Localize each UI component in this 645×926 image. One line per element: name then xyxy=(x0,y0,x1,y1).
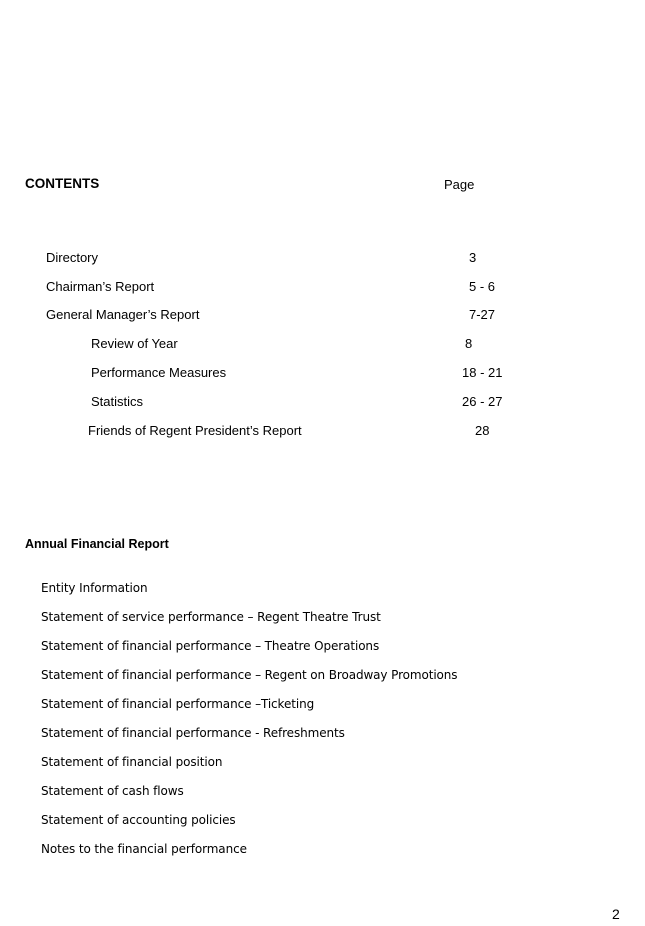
toc-item-title: Friends of Regent President’s Report xyxy=(88,423,302,438)
financial-report-item: Statement of financial performance – Theatre Operations xyxy=(41,639,380,653)
toc-item-page: 26 - 27 xyxy=(462,394,503,409)
toc-item-title: General Manager’s Report xyxy=(46,307,200,322)
page-column-header: Page xyxy=(444,177,475,192)
financial-report-item: Statement of accounting policies xyxy=(41,813,236,827)
financial-report-item: Entity Information xyxy=(41,581,148,595)
toc-subitem-title: Review of Year xyxy=(91,336,178,351)
toc-item-page: 3 xyxy=(469,250,477,265)
toc-subitem-title: Performance Measures xyxy=(91,365,227,380)
financial-report-item: Statement of cash flows xyxy=(41,784,184,798)
financial-report-heading: Annual Financial Report xyxy=(25,537,169,551)
page-number: 2 xyxy=(612,906,620,922)
toc-item-title: Directory xyxy=(46,250,99,265)
contents-heading: CONTENTS xyxy=(25,176,100,191)
financial-report-item: Statement of financial performance – Regent on Broadway Promotions xyxy=(41,668,458,682)
toc-item-page: 7-27 xyxy=(469,307,496,322)
financial-report-item: Statement of financial performance - Refreshments xyxy=(41,726,345,740)
toc-item-page: 8 xyxy=(465,336,473,351)
financial-report-item: Statement of service performance – Regent Theatre Trust xyxy=(41,610,381,624)
financial-report-item: Notes to the financial performance xyxy=(41,842,247,856)
toc-item-page: 5 - 6 xyxy=(469,279,496,294)
financial-report-item: Statement of financial performance –Ticketing xyxy=(41,697,315,711)
toc-item-page: 28 xyxy=(475,423,490,438)
financial-report-item: Statement of financial position xyxy=(41,755,223,769)
toc-item-page: 18 - 21 xyxy=(462,365,503,380)
toc-item-title: Chairman’s Report xyxy=(46,279,155,294)
toc-subitem-title: Statistics xyxy=(91,394,144,409)
